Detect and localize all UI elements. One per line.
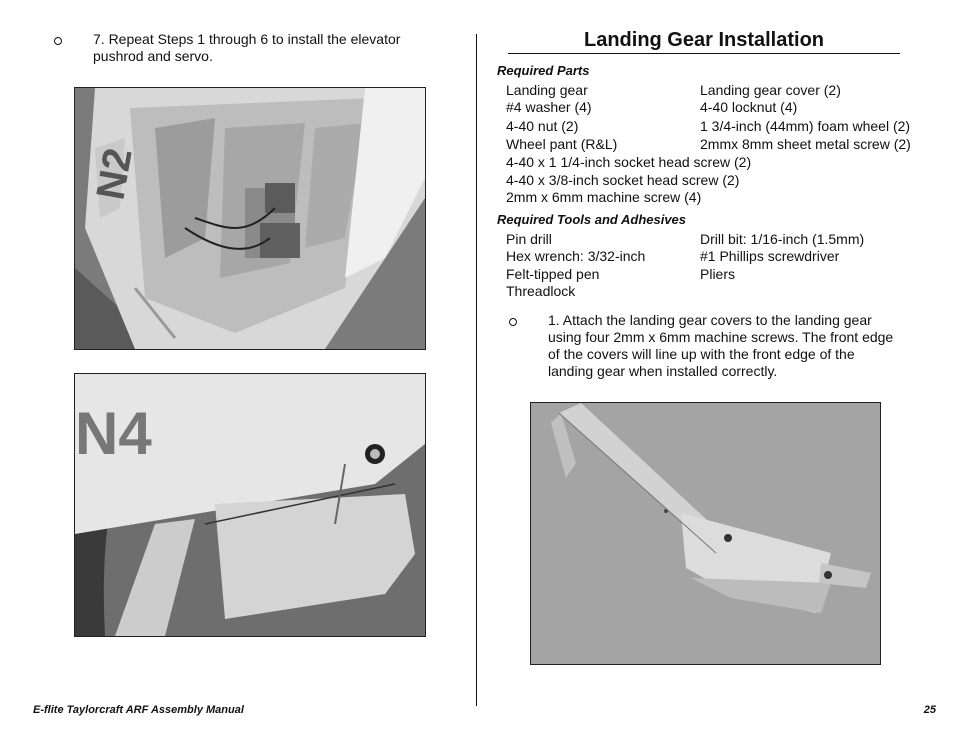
part-left-3: Wheel pant (R&L) xyxy=(506,136,618,152)
part-left-2: 4-40 nut (2) xyxy=(506,118,579,134)
page-number: 25 xyxy=(923,704,936,716)
tool-right-2: Pliers xyxy=(700,266,736,282)
column-divider xyxy=(476,34,477,706)
fuselage-servo-photo xyxy=(74,87,426,350)
landing-gear-photo xyxy=(530,402,881,665)
tools-heading: Required Tools and Adhesives xyxy=(497,212,687,227)
part-left-0: Landing gear xyxy=(506,82,588,98)
required-parts-heading: Required Parts xyxy=(497,63,590,78)
part-single-1: 4-40 x 3/8-inch socket head screw (2) xyxy=(506,172,740,188)
step-checkbox-icon[interactable] xyxy=(54,37,62,45)
part-single-2: 2mm x 6mm machine screw (4) xyxy=(506,189,702,205)
footer-manual-title: E-flite Taylorcraft ARF Assembly Manual xyxy=(33,704,244,716)
svg-text:N2: N2 xyxy=(88,144,141,203)
tool-right-1: #1 Phillips screwdriver xyxy=(700,248,840,264)
tool-left-1: Hex wrench: 3/32-inch xyxy=(506,248,646,264)
tool-right-0: Drill bit: 1/16-inch (1.5mm) xyxy=(700,231,865,247)
part-right-1: 4-40 locknut (4) xyxy=(700,99,798,115)
title-underline xyxy=(508,53,900,54)
tool-left-0: Pin drill xyxy=(506,231,552,247)
step-7-text: 7. Repeat Steps 1 through 6 to install the elevator pushrod and servo. xyxy=(93,31,401,64)
section-title: Landing Gear Installation xyxy=(583,29,825,51)
part-right-2: 1 3/4-inch (44mm) foam wheel (2) xyxy=(700,118,911,134)
tool-single: Threadlock xyxy=(506,283,576,299)
part-right-0: Landing gear cover (2) xyxy=(700,82,841,98)
tail-elevator-photo xyxy=(74,373,426,637)
step-1-text: 1. Attach the landing gear covers to the landing gear using four 2mm x 6mm machine screws. The front edge of the covers will line up with the front edge of the landing gear when installed correctly. xyxy=(548,312,894,379)
part-single-0: 4-40 x 1 1/4-inch socket head screw (2) xyxy=(506,154,752,170)
tool-left-2: Felt-tipped pen xyxy=(506,266,600,282)
step-checkbox-icon[interactable] xyxy=(509,318,517,326)
part-left-1: #4 washer (4) xyxy=(506,99,592,115)
part-right-3: 2mmx 8mm sheet metal screw (2) xyxy=(700,136,911,152)
tail-registration-text: N4 xyxy=(75,400,152,467)
